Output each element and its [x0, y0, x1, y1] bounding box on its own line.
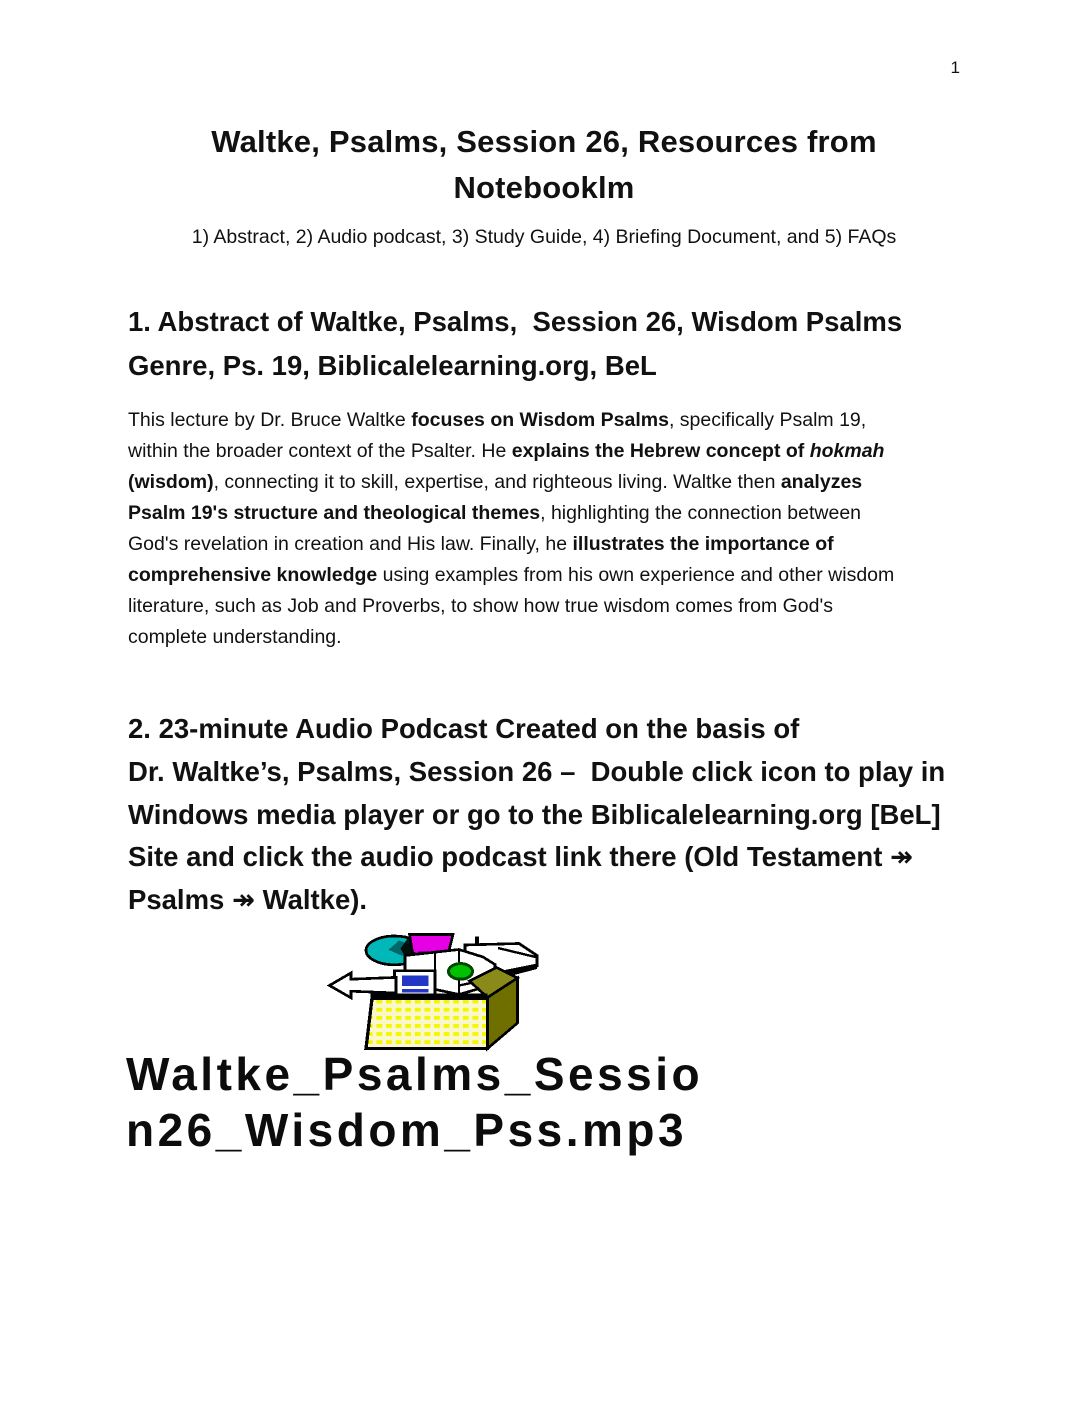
section1-heading: 1. Abstract of Waltke, Psalms, Session 26, Wisdom Psalms Genre, Ps. 19, Biblicalelearning.org, BeL	[128, 306, 903, 381]
media-clip-icon[interactable]	[327, 933, 540, 1053]
section1-abstract-paragraph: This lecture by Dr. Bruce Waltke focuses on Wisdom Psalms, specifically Psalm 19, within the broader context of the Psalter. He explains the Hebrew concept of hokmah (wisdom), connecting it to skill, expertise, and righteous living. Waltke then analyzes Psalm 19's structure and theological themes, highlighting the connection between God's revelation in creation and His law. Finally, he illustrates the importance of comprehensive knowledge using examples from his own experience and other wisdom literature, such as Job and Proverbs, to show how true wisdom comes from God's complete understanding.	[128, 409, 895, 648]
document-subtitle: 1) Abstract, 2) Audio podcast, 3) Study Guide, 4) Briefing Document, and 5) FAQs	[191, 226, 897, 248]
media-filename[interactable]: Waltke_Psalms_Sessio n26_Wisdom_Pss.mp3	[126, 1048, 704, 1156]
document-title: Waltke, Psalms, Session 26, Resources from Notebooklm	[211, 124, 877, 205]
page-number: 1	[950, 58, 960, 77]
section2-heading: 2. 23-minute Audio Podcast Created on the basis of Dr. Waltke’s, Psalms, Session 26 – Double click icon to play in Windows media player or go to the Biblicalelearning.org [BeL] Site and click the audio podcast link there (Old Testament ↠ Psalms ↠ Waltke).	[128, 713, 946, 916]
